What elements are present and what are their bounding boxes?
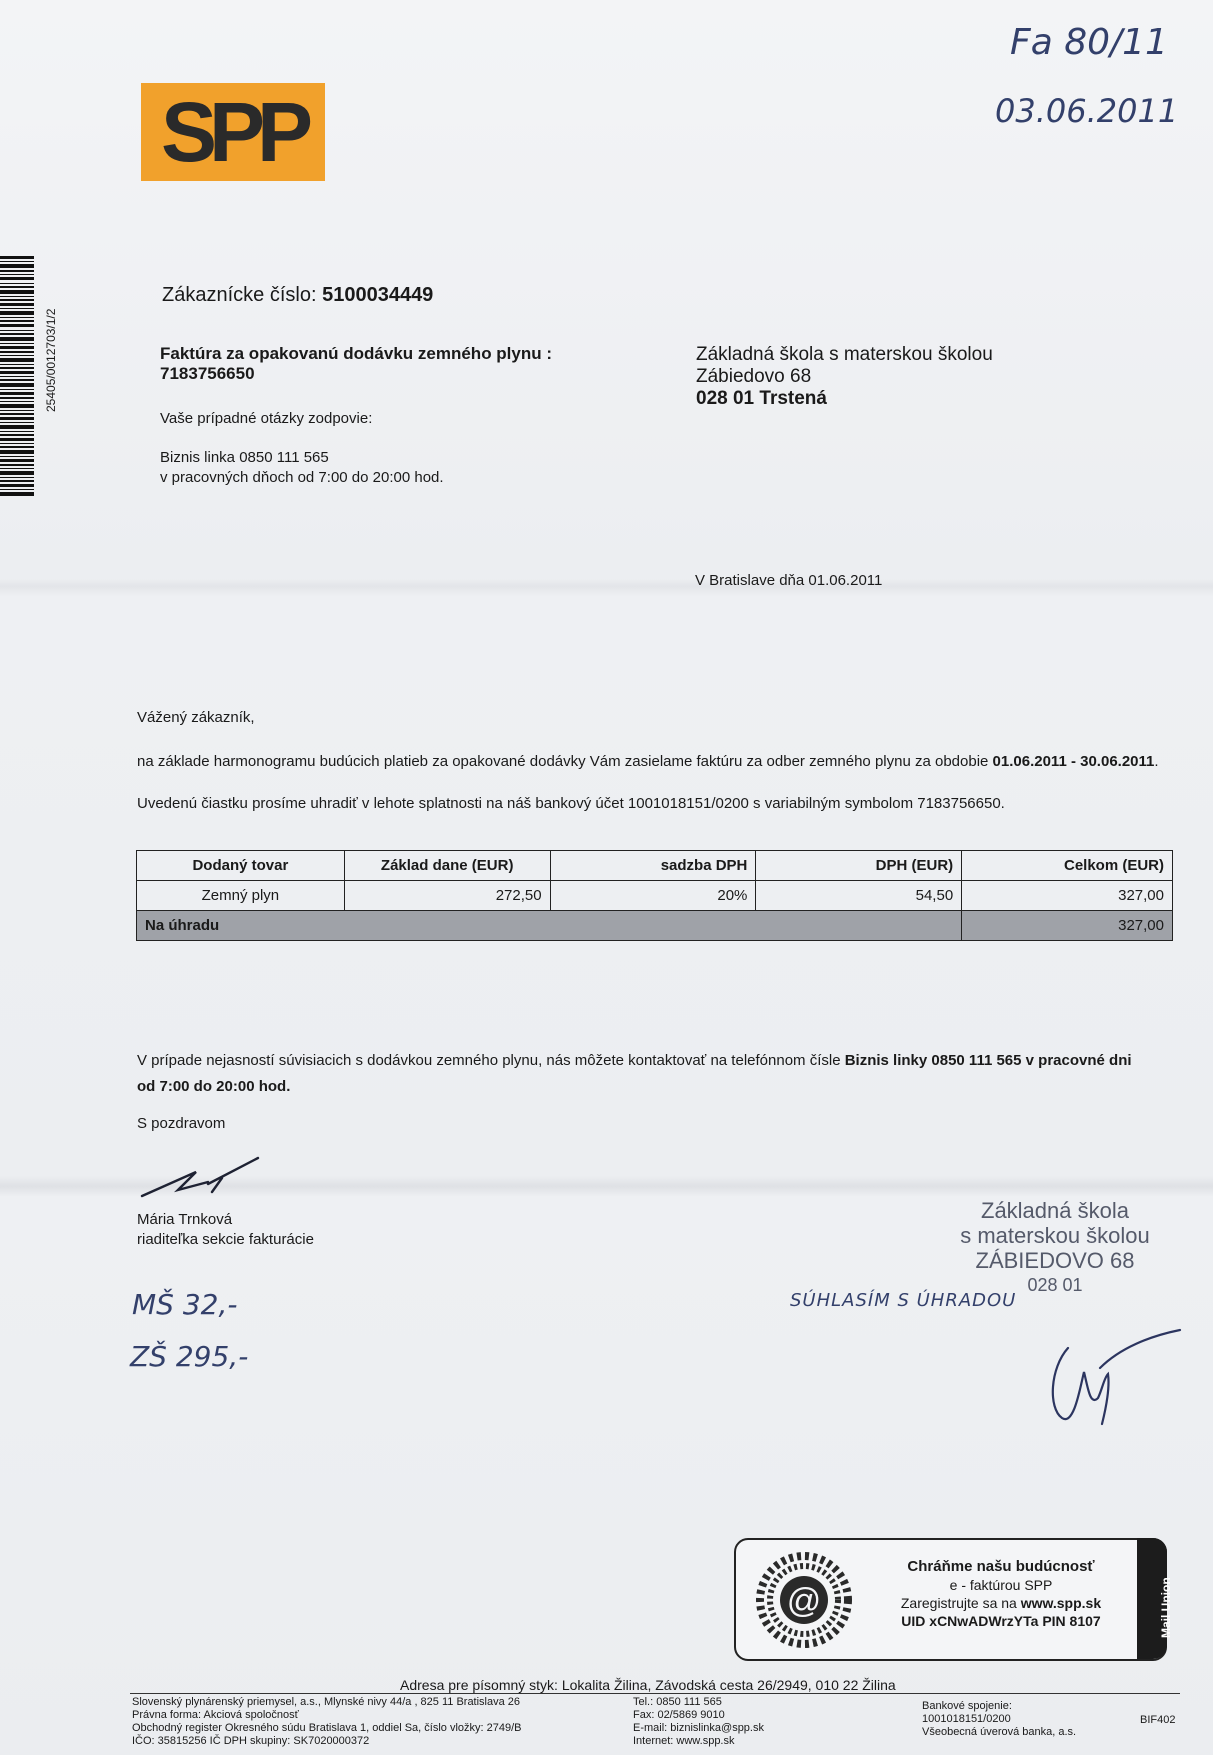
recipient-city: 028 01 Trstená bbox=[696, 388, 827, 409]
barcode bbox=[0, 256, 34, 496]
footer-contact-line: Tel.: 0850 111 565 bbox=[633, 1696, 722, 1708]
paragraph-payment: Uvedenú čiastku prosíme uhradiť v lehote splatnosti na náš bankový účet 1001018151/0200 s variabilným symbolom 7183756650. bbox=[137, 795, 1005, 812]
mail-union-tag bbox=[1137, 1538, 1173, 1659]
col-header-vat-rate: sadzba DPH bbox=[550, 851, 756, 881]
col-header-goods: Dodaný tovar bbox=[137, 851, 345, 881]
recipient-address bbox=[696, 344, 993, 410]
total-label: Na úhradu bbox=[137, 911, 962, 941]
customer-number bbox=[162, 284, 433, 307]
footer-code: BIF402 bbox=[1140, 1714, 1176, 1726]
stamp-line-2: s materskou školou bbox=[960, 1223, 1150, 1248]
footer-company-line: IČO: 35815256 IČ DPH skupiny: SK7020000372 bbox=[132, 1735, 370, 1747]
handwritten-date: 03.06.2011 bbox=[995, 92, 1179, 130]
business-line-hours: v pracovných dňoch od 7:00 do 20:00 hod. bbox=[160, 469, 444, 486]
handwritten-zs: ZŠ 295,- bbox=[130, 1340, 249, 1373]
barcode-code: 25405/0012703/1/2 bbox=[44, 308, 58, 412]
e-invoice-box bbox=[734, 1538, 1173, 1661]
e-invoice-credentials: UID xCNwADWrzYTa PIN 8107 bbox=[901, 1613, 1101, 1629]
e-invoice-headline: Chráňme našu budúcnosť bbox=[907, 1558, 1095, 1575]
signatory-title: riaditeľka sekcie fakturácie bbox=[137, 1231, 314, 1248]
e-invoice-register bbox=[886, 1594, 1116, 1612]
spp-logo-mark bbox=[141, 83, 325, 181]
signatory-name: Mária Trnková bbox=[137, 1211, 233, 1228]
billing-period: 01.06.2011 - 30.06.2011 bbox=[992, 753, 1155, 770]
cell-tax-base: 272,50 bbox=[344, 881, 550, 911]
recipient-name: Základná škola s materskou školou bbox=[696, 344, 993, 365]
footer-bank-line: Všeobecná úverová banka, a.s. bbox=[922, 1726, 1077, 1738]
stamp-line-4: 028 01 bbox=[1027, 1275, 1083, 1295]
footer-contact bbox=[633, 1696, 764, 1748]
school-stamp bbox=[930, 1198, 1180, 1298]
footer-bank-line: Bankové spojenie: bbox=[922, 1700, 1012, 1712]
paragraph-period bbox=[137, 752, 1177, 771]
postal-address: Adresa pre písomný styk: Lokalita Žilina, Závodská cesta 26/2949, 010 22 Žilina bbox=[400, 1677, 896, 1693]
date-line: V Bratislave dňa 01.06.2011 bbox=[695, 572, 883, 589]
barcode-bars bbox=[0, 256, 34, 496]
recipient-street: Zábiedovo 68 bbox=[696, 366, 812, 387]
handwritten-approval: SÚHLASÍM S ÚHRADOU bbox=[790, 1290, 1017, 1311]
paragraph-period-end: . bbox=[1154, 753, 1159, 770]
footer-contact-line: Internet: www.spp.sk bbox=[633, 1735, 735, 1747]
mail-union-label: Mail Union bbox=[1159, 1577, 1173, 1638]
closing: S pozdravom bbox=[137, 1115, 226, 1132]
customer-value: 5100034449 bbox=[322, 284, 434, 306]
handwritten-ref: Fa 80/11 bbox=[1010, 22, 1168, 63]
business-line-phone: Biznis linka 0850 111 565 bbox=[160, 449, 329, 466]
col-header-vat: DPH (EUR) bbox=[756, 851, 962, 881]
svg-text:@: @ bbox=[786, 1582, 822, 1620]
stamp-line-1: Základná škola bbox=[981, 1198, 1129, 1223]
footer-bank-line: 1001018151/0200 bbox=[922, 1713, 1011, 1725]
footer-company-line: Právna forma: Akciová spoločnosť bbox=[132, 1709, 299, 1721]
footer-divider bbox=[130, 1693, 1180, 1694]
footer-bank bbox=[922, 1700, 1076, 1739]
col-header-total: Celkom (EUR) bbox=[962, 851, 1173, 881]
table-total-row bbox=[137, 911, 1173, 941]
logo-text: SPP bbox=[160, 85, 306, 179]
cell-vat: 54,50 bbox=[756, 881, 962, 911]
total-value: 327,00 bbox=[962, 911, 1173, 941]
questions-text: Vaše prípadné otázky zodpovie: bbox=[160, 410, 373, 427]
footer-company-line: Slovenský plynárenský priemysel, a.s., Mlynské nivy 44/a , 825 11 Bratislava 26 bbox=[132, 1696, 521, 1708]
signatory bbox=[137, 1210, 314, 1250]
spp-logo bbox=[141, 83, 325, 181]
greeting: Vážený zákazník, bbox=[137, 709, 255, 726]
footer-company-line: Obchodný register Okresného súdu Bratislava 1, oddiel Sa, číslo vložky: 2749/B bbox=[132, 1722, 522, 1734]
customer-label: Zákaznícke číslo: bbox=[162, 284, 317, 306]
e-invoice-link[interactable]: www.spp.sk bbox=[1020, 1595, 1102, 1611]
invoice-title bbox=[160, 344, 552, 384]
cell-total: 327,00 bbox=[962, 881, 1173, 911]
table-row bbox=[137, 881, 1173, 911]
invoice-table bbox=[136, 850, 1173, 941]
footer-contact-line: E-mail: biznislinka@spp.sk bbox=[633, 1722, 764, 1734]
cell-vat-rate: 20% bbox=[550, 881, 756, 911]
sunflower-at-icon bbox=[754, 1552, 854, 1648]
cell-goods: Zemný plyn bbox=[137, 881, 345, 911]
paragraph-period-text: na základe harmonogramu budúcich platieb za opakované dodávky Vám zasielame faktúru za odber zemného plynu za obdobie bbox=[137, 753, 993, 770]
contact-text: V prípade nejasností súvisiacich s dodávkou zemného plynu, nás môžete kontaktovať na telefónnom čísle bbox=[137, 1052, 845, 1069]
table-header-row bbox=[137, 851, 1173, 881]
e-invoice-text bbox=[886, 1558, 1116, 1630]
e-invoice-subline: e - faktúrou SPP bbox=[949, 1577, 1053, 1593]
contact-paragraph bbox=[137, 1048, 1137, 1100]
signature-mark bbox=[138, 1152, 268, 1202]
footer-contact-line: Fax: 02/5869 9010 bbox=[633, 1709, 725, 1721]
footer-company bbox=[132, 1696, 522, 1748]
stamp-line-3: ZÁBIEDOVO 68 bbox=[975, 1248, 1135, 1273]
approval-signature bbox=[1040, 1328, 1190, 1428]
invoice-number: 7183756650 bbox=[160, 364, 255, 383]
col-header-tax-base: Základ dane (EUR) bbox=[344, 851, 550, 881]
invoice-title-text: Faktúra za opakovanú dodávku zemného plynu : bbox=[160, 344, 553, 363]
contact-business-line: Biznis linky 0850 111 565 v pracovné dni od 7:00 do 20:00 hod. bbox=[137, 1052, 1132, 1095]
e-invoice-register-text: Zaregistrujte sa na bbox=[900, 1595, 1021, 1611]
handwritten-ms: MŠ 32,- bbox=[132, 1288, 238, 1321]
business-line bbox=[160, 448, 444, 488]
